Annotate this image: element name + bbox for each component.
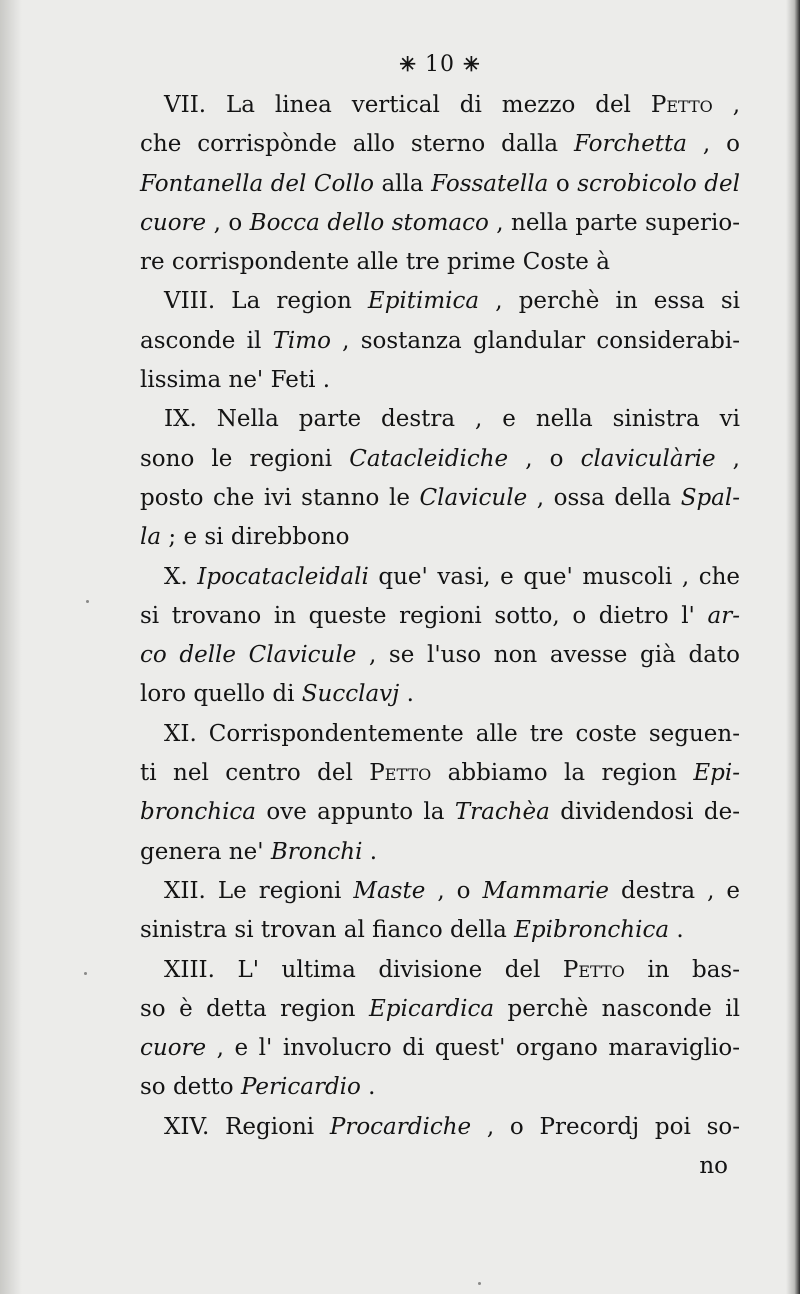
text-run: .: [360, 1074, 376, 1101]
italic-text: Mammarie: [482, 877, 610, 904]
italic-text: Ipocatacleidali: [197, 563, 369, 590]
text-run: si trovano in queste regioni sotto, o dietro l': [140, 602, 708, 629]
page-number: 10: [425, 52, 455, 77]
text-line: [140, 440, 740, 479]
small-caps-text: Petto: [562, 956, 625, 983]
ornament-right-icon: ✳: [463, 52, 481, 76]
text-run: , e l' involucro di quest' organo maraviglio-: [206, 1035, 740, 1062]
text-run: XIII. L' ultima divisione del: [164, 956, 563, 983]
text-line: [140, 833, 740, 872]
text-line: [140, 636, 740, 675]
text-line: [140, 479, 740, 518]
page-text: [140, 44, 740, 1186]
text-line: [140, 322, 740, 361]
italic-text: la: [140, 524, 162, 551]
text-line: [140, 518, 740, 557]
text-run: , sostanza glandular considerabi-: [330, 327, 740, 354]
text-run: XII. Le regioni: [164, 877, 354, 904]
italic-text: Maste: [353, 877, 426, 904]
paper-speck: [86, 600, 89, 603]
text-run: , o Precordj poi so-: [471, 1113, 740, 1140]
text-line: [140, 715, 740, 754]
text-run: , o: [687, 131, 740, 158]
text-run: alla: [373, 170, 432, 197]
paragraph-p10: [140, 558, 740, 715]
text-line: [140, 1108, 740, 1147]
text-run: sinistra si trovan al fianco della: [140, 917, 515, 944]
text-run: ti nel centro del: [140, 760, 370, 787]
italic-text: co delle Clavicule: [140, 642, 357, 669]
page-left-edge-shadow: [0, 0, 22, 1294]
text-run: VIII. La region: [164, 288, 368, 315]
text-run: re corrispondente alle tre prime Coste à: [140, 249, 610, 276]
text-line: [140, 793, 740, 832]
text-run: dividendosi de-: [549, 799, 740, 826]
paragraph-p11: [140, 715, 740, 872]
italic-text: Bocca dello stomaco: [249, 209, 489, 236]
text-run: posto che ivi stanno le: [140, 484, 420, 511]
italic-text: Epitimica: [367, 288, 480, 315]
text-run: , o: [508, 445, 581, 472]
text-run: o: [548, 170, 578, 197]
text-run: lissima ne' Feti .: [140, 367, 331, 394]
italic-text: Fossatella: [431, 170, 549, 197]
text-run: sono le regioni: [140, 445, 350, 472]
text-line: [140, 125, 740, 164]
text-run: , nella parte superio-: [488, 209, 741, 236]
text-run: , ossa della: [527, 484, 681, 511]
text-line: [140, 1068, 740, 1107]
italic-text: cuore: [140, 209, 207, 236]
text-run: .: [399, 681, 414, 708]
italic-text: Catacleidiche: [349, 445, 509, 472]
text-line: [140, 951, 740, 990]
paper-speck: [84, 972, 87, 975]
italic-text: cuore: [140, 1035, 207, 1062]
text-run: in bas-: [624, 956, 740, 983]
text-run: destra , e: [609, 877, 740, 904]
text-line: [140, 990, 740, 1029]
text-run: que' vasi, e que' muscoli , che: [368, 563, 741, 590]
italic-text: Forchetta: [573, 131, 687, 158]
italic-text: Epi-: [693, 760, 740, 787]
paragraph-p13: [140, 951, 740, 1108]
italic-text: scrobicolo del: [577, 170, 740, 197]
small-caps-text: Petto: [369, 760, 432, 787]
text-run: ove appunto la: [256, 799, 455, 826]
ornament-left-icon: ✳: [399, 52, 417, 76]
text-run: che corrispònde allo sterno dalla: [140, 131, 574, 158]
text-run: VII. La linea vertical di mezzo del: [164, 92, 651, 118]
text-line: [140, 872, 740, 911]
text-line: [140, 243, 740, 282]
italic-text: Bronchi: [270, 838, 363, 865]
italic-text: Timo: [272, 327, 331, 354]
italic-text: Succlavj: [301, 681, 400, 708]
small-caps-text: Petto: [650, 92, 713, 118]
catchword: no: [699, 1153, 728, 1180]
paragraph-p9: [140, 400, 740, 557]
italic-text: Fontanella del Collo: [140, 170, 374, 197]
text-run: .: [362, 838, 378, 865]
text-line: [140, 165, 740, 204]
text-run: so detto: [140, 1074, 241, 1101]
italic-text: Pericardio: [240, 1074, 361, 1101]
text-run: , o: [425, 877, 483, 904]
text-line: [140, 1029, 740, 1068]
italic-text: Epibronchica: [514, 917, 670, 944]
text-run: abbiamo la region: [431, 760, 694, 787]
text-run: so è detta region: [140, 995, 369, 1022]
text-run: XIV. Regioni: [164, 1113, 330, 1140]
italic-text: bronchica: [140, 799, 257, 826]
text-line: [140, 400, 740, 439]
text-line: [140, 86, 740, 125]
italic-text: Spal-: [680, 484, 741, 511]
text-line: [140, 754, 740, 793]
paragraph-p12: [140, 872, 740, 951]
paragraph-p7: [140, 86, 740, 282]
text-line: [140, 558, 740, 597]
text-line: [140, 204, 740, 243]
running-head: [140, 44, 740, 84]
paper-speck: [478, 1282, 481, 1285]
text-line: [140, 597, 740, 636]
italic-text: Clavicule: [419, 484, 528, 511]
text-line: [140, 282, 740, 321]
paragraph-p14: [140, 1108, 740, 1147]
text-line: [140, 675, 740, 714]
italic-text: Trachèa: [454, 799, 550, 826]
text-run: , se l'uso non avesse già dato: [356, 642, 740, 669]
italic-text: Procardiche: [329, 1113, 472, 1140]
text-run: , o: [206, 209, 250, 236]
body-text: [140, 86, 740, 1147]
text-run: X.: [164, 563, 198, 590]
text-run: ,: [712, 92, 741, 118]
text-run: IX. Nella parte destra , e nella sinistra vi: [164, 406, 740, 433]
text-line: [140, 361, 740, 400]
paragraph-p8: [140, 282, 740, 400]
text-run: asconde il: [140, 327, 273, 354]
text-run: XI. Corrispondentemente alle tre coste seguen-: [164, 720, 740, 747]
text-run: ,: [715, 445, 740, 472]
page-right-edge-shadow: [786, 0, 800, 1294]
italic-text: claviculàrie: [580, 445, 716, 472]
italic-text: Epicardica: [368, 995, 495, 1022]
text-run: genera ne': [140, 838, 271, 865]
text-run: perchè nasconde il: [494, 995, 740, 1022]
italic-text: ar-: [707, 602, 740, 629]
text-run: ; e si direbbono: [161, 524, 350, 551]
text-run: .: [669, 917, 684, 944]
text-line: [140, 911, 740, 950]
text-run: , perchè in essa si: [479, 288, 740, 315]
text-run: loro quello di: [140, 681, 302, 708]
